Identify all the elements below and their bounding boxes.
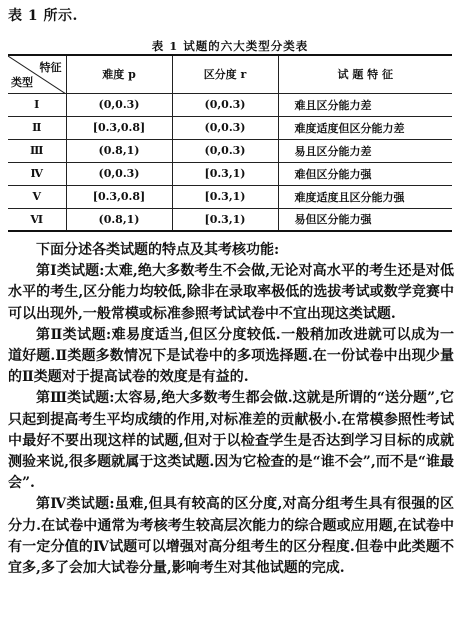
type-cell: Ⅲ — [8, 139, 66, 162]
paragraph-type-4: 第Ⅳ类试题:虽难,但具有较高的区分度,对高分组考生具有很强的区分力.在试卷中通常为考核考生较高层次能力的综合题或应用题,在试卷中有一定分值的Ⅳ试题可以增强对高分组考生的区分程度.但卷中此类题不宜多,多了会加大试卷分量,影响考生对其他试题的完成. — [8, 496, 454, 577]
difficulty-cell: (0,0.3) — [66, 93, 172, 116]
difficulty-cell: [0.3,0.8] — [66, 116, 172, 139]
paragraph-type-3: 第Ⅲ类试题:太容易,绝大多数考生都会做.这就是所谓的“送分题”,它只起到提高考生平均成绩的作用,对标准差的贡献极小.在常模参照性考试中最好不要出现这样的试题,但对于以检查学生是否达到学习目标的成就测验来说,很多题就属于这类试题.因为它检查的是“谁不会”,而不是“谁最会”. — [8, 390, 454, 492]
table-row — [8, 162, 452, 185]
type-cell: Ⅵ — [8, 208, 66, 231]
table-caption: 表 1 试题的六大类型分类表 — [151, 39, 309, 53]
feature-cell: 易但区分能力强 — [278, 208, 452, 231]
header-difficulty: 难度 p — [66, 55, 172, 93]
header-discrimination: 区分度 r — [172, 55, 278, 93]
difficulty-cell: [0.3,0.8] — [66, 185, 172, 208]
intro-line: 表 1 所示. — [8, 8, 78, 24]
header-feature: 试 题 特 征 — [278, 55, 452, 93]
paragraph-intro: 下面分述各类试题的特点及其考核功能: — [36, 242, 280, 258]
feature-cell: 难但区分能力强 — [278, 162, 452, 185]
feature-cell: 难且区分能力差 — [278, 93, 452, 116]
difficulty-cell: (0,0.3) — [66, 162, 172, 185]
discrimination-cell: (0,0.3) — [172, 139, 278, 162]
difficulty-cell: (0.8,1) — [66, 208, 172, 231]
type-cell: Ⅰ — [8, 93, 66, 116]
discrimination-cell: [0.3,1) — [172, 162, 278, 185]
table-header-row — [8, 55, 452, 93]
table-row — [8, 116, 452, 139]
table-row — [8, 93, 452, 116]
paragraph-type-2: 第Ⅱ类试题:难易度适当,但区分度较低.一般稍加改进就可以成为一道好题.Ⅱ类题多数情况下是试卷中的多项选择题.在一份试卷中出现少量的Ⅱ类题对于提高试卷的效度是有益的. — [8, 326, 454, 386]
type-cell: Ⅴ — [8, 185, 66, 208]
table-row — [8, 208, 452, 231]
discrimination-cell: (0,0.3) — [172, 116, 278, 139]
paragraph-type-1: 第Ⅰ类试题:太难,绝大多数考生不会做,无论对高水平的考生还是对低水平的考生,区分能力均较低,除非在录取率极低的选拔考试或数学竞赛中可以出现外,一般常模或标准参照考试试卷中不宜出现这类试题. — [8, 263, 454, 322]
body-text — [8, 240, 454, 579]
feature-cell: 易且区分能力差 — [278, 139, 452, 162]
difficulty-cell: (0.8,1) — [66, 139, 172, 162]
feature-cell: 难度适度但区分能力差 — [278, 116, 452, 139]
classification-table — [8, 54, 452, 232]
discrimination-cell: [0.3,1) — [172, 185, 278, 208]
type-cell: Ⅱ — [8, 116, 66, 139]
corner-feature-label: 特征 — [39, 61, 62, 74]
type-cell: Ⅳ — [8, 162, 66, 185]
discrimination-cell: [0.3,1) — [172, 208, 278, 231]
table-row — [8, 139, 452, 162]
corner-type-label: 类型 — [11, 75, 33, 89]
corner-header-cell — [8, 55, 66, 93]
discrimination-cell: (0,0.3) — [172, 93, 278, 116]
feature-cell: 难度适度且区分能力强 — [278, 185, 452, 208]
table-row — [8, 185, 452, 208]
